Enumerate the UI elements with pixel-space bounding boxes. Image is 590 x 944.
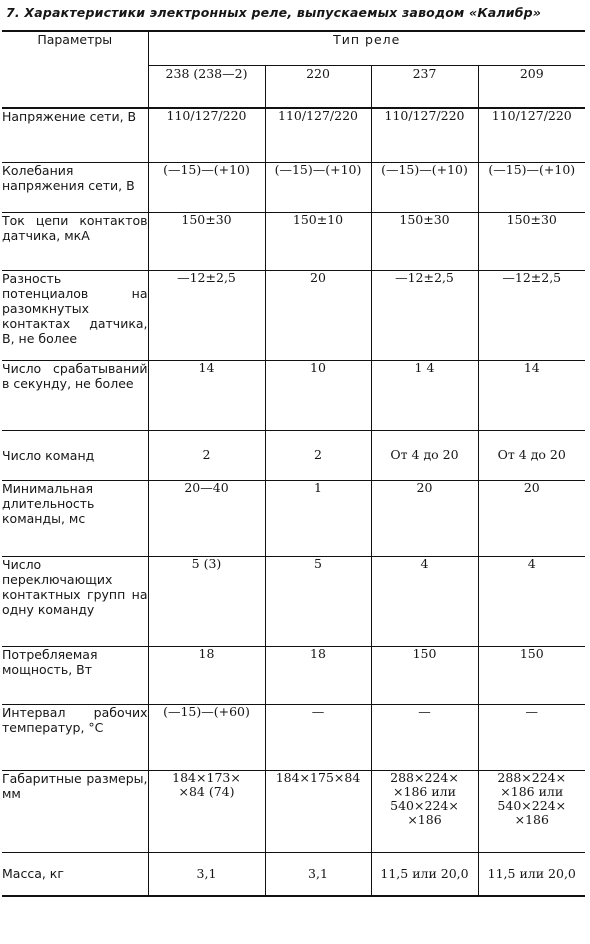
column-header-209: 209 bbox=[478, 66, 585, 108]
value-cell: —12±2,5 bbox=[371, 270, 478, 360]
params-header: Параметры bbox=[2, 31, 148, 108]
param-label: Напряжение сети, В bbox=[2, 108, 148, 162]
column-header-220: 220 bbox=[265, 66, 371, 108]
table-row bbox=[2, 108, 585, 162]
value-cell: 11,5 или 20,0 bbox=[478, 852, 585, 896]
value-cell: 110/127/220 bbox=[265, 108, 371, 162]
param-label: Потребляемая мощность, Вт bbox=[2, 646, 148, 704]
value-cell: (—15)—(+10) bbox=[265, 162, 371, 212]
param-label: Ток цепи контактов датчика, мкА bbox=[2, 212, 148, 270]
value-cell: — bbox=[478, 704, 585, 770]
value-cell: 14 bbox=[478, 360, 585, 430]
value-cell: 110/127/220 bbox=[371, 108, 478, 162]
value-cell: 18 bbox=[265, 646, 371, 704]
value-cell: 184×173× ×84 (74) bbox=[148, 770, 265, 852]
value-cell: 110/127/220 bbox=[478, 108, 585, 162]
value-cell: 150±10 bbox=[265, 212, 371, 270]
value-cell: 11,5 или 20,0 bbox=[371, 852, 478, 896]
value-cell: 5 bbox=[265, 556, 371, 646]
column-header-238: 238 (238—2) bbox=[148, 66, 265, 108]
table-row bbox=[2, 270, 585, 360]
table-title: 7. Характеристики электронных реле, выпускаемых заводом «Калибр» bbox=[6, 5, 542, 20]
param-label: Разность потенциалов на разомкнутых контактах датчика, В, не более bbox=[2, 270, 148, 360]
value-cell: 5 (3) bbox=[148, 556, 265, 646]
table-row bbox=[2, 704, 585, 770]
value-cell: 4 bbox=[371, 556, 478, 646]
value-cell: 1 4 bbox=[371, 360, 478, 430]
value-cell: 3,1 bbox=[148, 852, 265, 896]
value-cell: 14 bbox=[148, 360, 265, 430]
table-row bbox=[2, 162, 585, 212]
value-cell: От 4 до 20 bbox=[478, 430, 585, 480]
value-cell: 1 bbox=[265, 480, 371, 556]
param-label: Интервал рабочих температур, °С bbox=[2, 704, 148, 770]
value-cell: 3,1 bbox=[265, 852, 371, 896]
param-label: Масса, кг bbox=[2, 852, 148, 896]
value-cell: От 4 до 20 bbox=[371, 430, 478, 480]
value-cell: —12±2,5 bbox=[148, 270, 265, 360]
value-cell: 288×224× ×186 или 540×224× ×186 bbox=[478, 770, 585, 852]
param-label: Число команд bbox=[2, 430, 148, 480]
param-label: Число переключающих контактных групп на одну команду bbox=[2, 556, 148, 646]
table-row bbox=[2, 646, 585, 704]
value-cell: 20—40 bbox=[148, 480, 265, 556]
value-cell: 2 bbox=[148, 430, 265, 480]
value-cell: 4 bbox=[478, 556, 585, 646]
table-row bbox=[2, 556, 585, 646]
value-cell: 150 bbox=[478, 646, 585, 704]
value-cell: 184×175×84 bbox=[265, 770, 371, 852]
column-header-237: 237 bbox=[371, 66, 478, 108]
value-cell: 20 bbox=[478, 480, 585, 556]
value-cell: (—15)—(+10) bbox=[478, 162, 585, 212]
param-label: Минимальная длительность команды, мс bbox=[2, 480, 148, 556]
table-row bbox=[2, 212, 585, 270]
param-label: Габаритные размеры, мм bbox=[2, 770, 148, 852]
value-cell: —12±2,5 bbox=[478, 270, 585, 360]
value-cell: (—15)—(+60) bbox=[148, 704, 265, 770]
value-cell: 10 bbox=[265, 360, 371, 430]
value-cell: 288×224× ×186 или 540×224× ×186 bbox=[371, 770, 478, 852]
value-cell: 110/127/220 bbox=[148, 108, 265, 162]
value-cell: — bbox=[371, 704, 478, 770]
table-row bbox=[2, 770, 585, 852]
value-cell: 150±30 bbox=[371, 212, 478, 270]
value-cell: 2 bbox=[265, 430, 371, 480]
value-cell: 150 bbox=[371, 646, 478, 704]
table-row bbox=[2, 852, 585, 896]
relay-type-header: Тип реле bbox=[148, 31, 585, 66]
table-row bbox=[2, 430, 585, 480]
value-cell: (—15)—(+10) bbox=[371, 162, 478, 212]
param-label: Колебания напряжения сети, В bbox=[2, 162, 148, 212]
value-cell: (—15)—(+10) bbox=[148, 162, 265, 212]
table-row bbox=[2, 360, 585, 430]
value-cell: 20 bbox=[371, 480, 478, 556]
table-row bbox=[2, 480, 585, 556]
value-cell: — bbox=[265, 704, 371, 770]
relay-specs-table bbox=[2, 30, 585, 897]
value-cell: 20 bbox=[265, 270, 371, 360]
value-cell: 18 bbox=[148, 646, 265, 704]
param-label: Число срабатываний в секунду, не более bbox=[2, 360, 148, 430]
value-cell: 150±30 bbox=[478, 212, 585, 270]
value-cell: 150±30 bbox=[148, 212, 265, 270]
